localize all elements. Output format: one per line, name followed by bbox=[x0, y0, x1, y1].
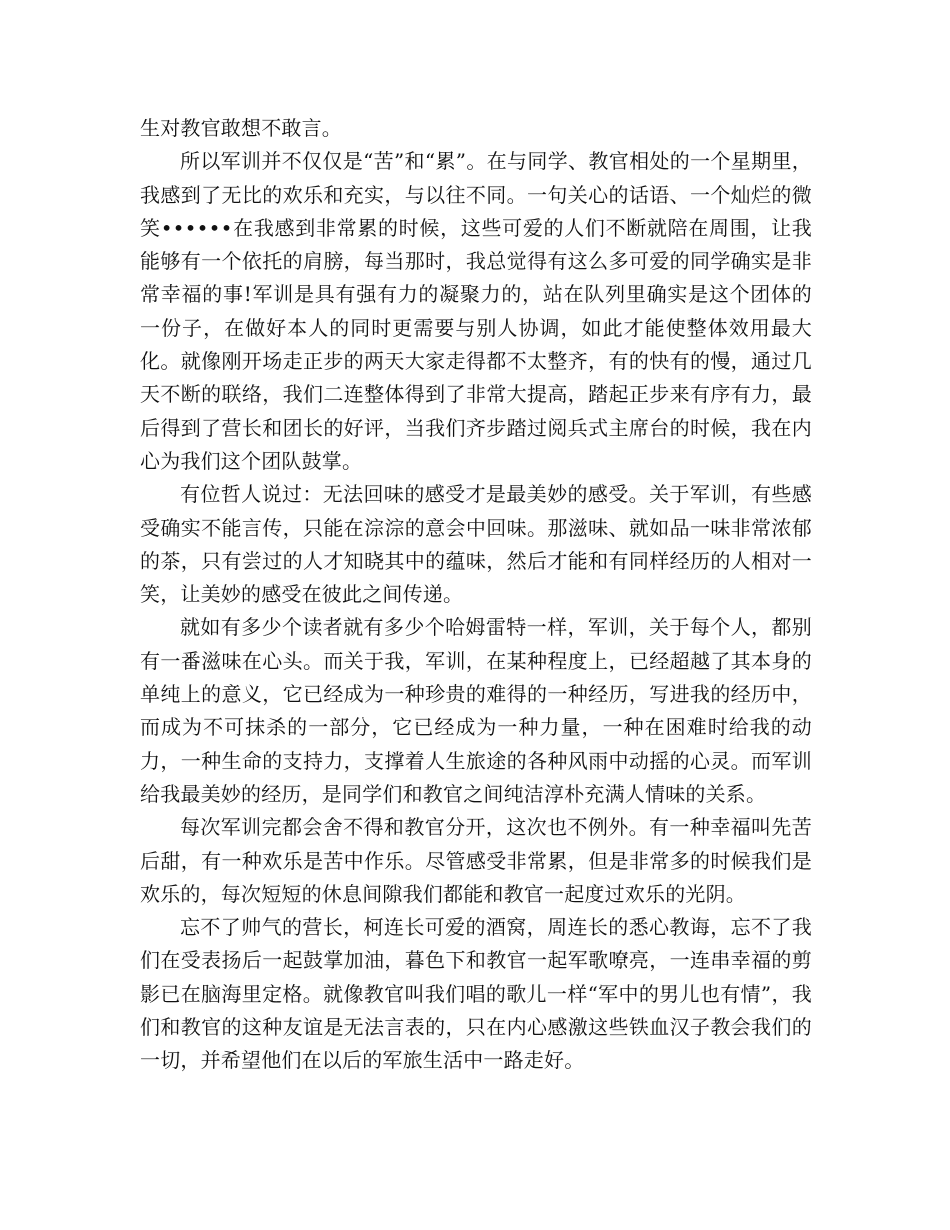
paragraph: 所以军训并不仅仅是“苦”和“累”。在与同学、教官相处的一个星期里，我感到了无比的欢乐和充实，与以往不同。一句关心的话语、一个灿烂的微笑••••••在我感到非常累的时候，这些可爱的人们不断就陪在周围，让我能够有一个依托的肩膀，每当那时，我总觉得有这么多可爱的同学确实是非常幸福的事!军训是具有强有力的凝聚力的，站在队列里确实是这个团体的一份子，在做好本人的同时更需要与别人协调，如此才能使整体效用最大化。就像刚开场走正步的两天大家走得都不太整齐，有的快有的慢，通过几天不断的联络，我们二连整体得到了非常大提高，踏起正步来有序有力，最后得到了营长和团长的好评，当我们齐步踏过阅兵式主席台的时候，我在内心为我们这个团队鼓掌。 bbox=[140, 149, 812, 473]
paragraph: 有位哲人说过：无法回味的感受才是最美妙的感受。关于军训，有些感受确实不能言传，只能在淙淙的意会中回味。那滋味、就如品一味非常浓郁的茶，只有尝过的人才知晓其中的蕴味，然后才能和有同样经历的人相对一笑，让美妙的感受在彼此之间传递。 bbox=[140, 482, 812, 607]
paragraph: 每次军训完都会舍不得和教官分开，这次也不例外。有一种幸福叫先苦后甜，有一种欢乐是苦中作乐。尽管感受非常累，但是非常多的时候我们是欢乐的，每次短短的休息间隙我们都能和教官一起度过欢乐的光阴。 bbox=[140, 815, 812, 906]
document-body bbox=[140, 112, 812, 1078]
paragraph-continued: 生对教官敢想不敢言。 bbox=[140, 116, 342, 140]
paragraph: 忘不了帅气的营长，柯连长可爱的酒窝，周连长的悉心教诲，忘不了我们在受表扬后一起鼓掌加油，暮色下和教官一起军歌嘹亮，一连串幸福的剪影已在脑海里定格。就像教官叫我们唱的歌儿一样“军中的男儿也有情”，我们和教官的这种友谊是无法言表的，只在内心感激这些铁血汉子教会我们的一切，并希望他们在以后的军旅生活中一路走好。 bbox=[140, 915, 812, 1073]
paragraph: 就如有多少个读者就有多少个哈姆雷特一样，军训，关于每个人，都别有一番滋味在心头。而关于我，军训，在某种程度上，已经超越了其本身的单纯上的意义，它已经成为一种珍贵的难得的一种经历，写进我的经历中，而成为不可抹杀的一部分，它已经成为一种力量，一种在困难时给我的动力，一种生命的支持力，支撑着人生旅途的各种风雨中动摇的心灵。而军训给我最美妙的经历，是同学们和教官之间纯洁淳朴充满人情味的关系。 bbox=[140, 615, 812, 806]
